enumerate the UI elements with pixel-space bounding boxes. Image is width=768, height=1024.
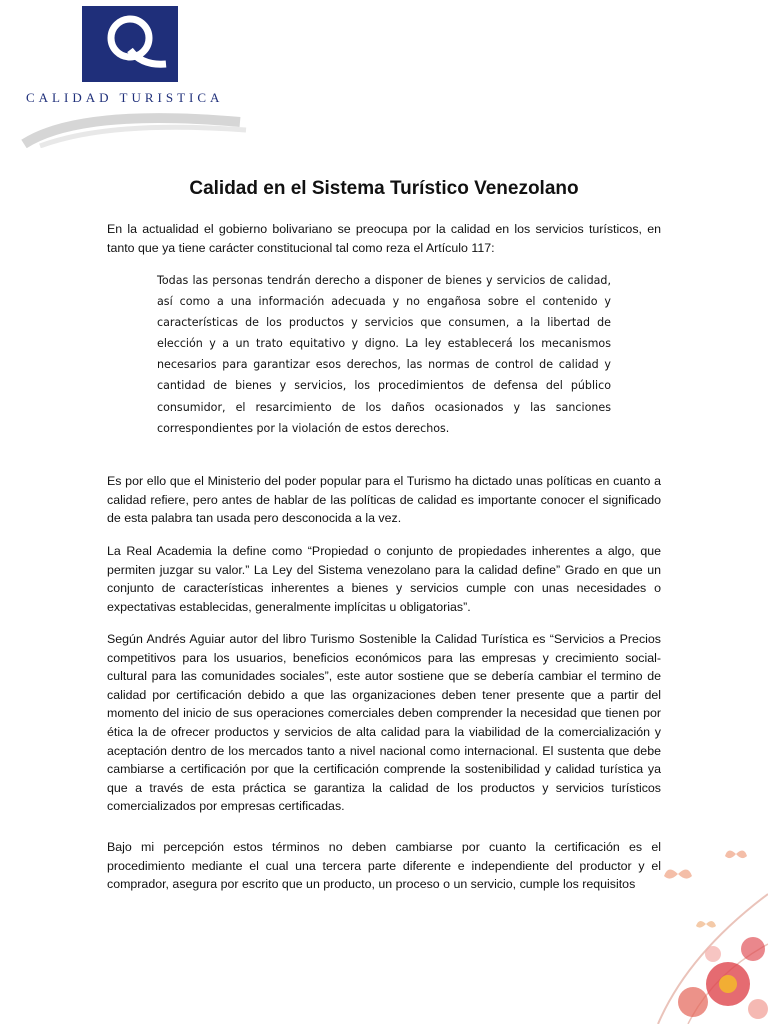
q-logo-icon [82,6,178,82]
paragraph-real-academia: La Real Academia la define como “Propiedad o conjunto de propiedades inherentes a algo, que permiten juzgar su valor.” La Ley del Sistema venezolano para la calidad define” Grado en que un conjunto de características inherentes a bienes y servicios cumple con unas necesidades o expectativas establecidas, generalmente implícitas u obligatorias”. [107,544,661,614]
article-117-quote: Todas las personas tendrán derecho a disponer de bienes y servicios de calidad, así como a una información adecuada y no engañosa sobre el contenido y características de los productos y servicios que consumen, a la libertad de elección y a un trato equitativo y digno. La ley establecerá los mecanismos necesarios para garantizar esos derechos, las normas de control de calidad y cantidad de bienes y servicios, los procedimientos de defensa del público consumidor, el resarcimiento de los daños ocasionados y las sanciones correspondientes por la violación de estos derechos. [157,274,611,435]
flowers-butterflies-image [618,834,768,1024]
logo-swoosh [20,104,250,148]
paragraph-percepcion: Bajo mi percepción estos términos no deben cambiarse por cuanto la certificación es el procedimiento mediante el cual una tercera parte diferente e independiente del productor y el comprador, asegura por escrito que un producto, un proceso o un servicio, cumple los requisitos [107,840,661,892]
calidad-turistica-logo [20,4,250,144]
document-title: Calidad en el Sistema Turístico Venezolano [189,178,579,199]
logo-text: CALIDAD TURISTICA [26,90,224,105]
paragraph-ministerio: Es por ello que el Ministerio del poder popular para el Turismo ha dictado unas políticas en cuanto a calidad refiere, pero antes de hablar de las políticas de calidad es importante conocer el significado de esta palabra tan usada pero desconocida a la vez. [107,474,661,526]
paragraph-intro: En la actualidad el gobierno bolivariano se preocupa por la calidad en los servicios turísticos, en tanto que ya tiene carácter constitucional tal como reza el Artículo 117: [107,222,661,255]
paragraph-aguiar: Según Andrés Aguiar autor del libro Turismo Sostenible la Calidad Turística es “Servicios a Precios competitivos para los usuarios, beneficios económicos para las empresas y crecimiento social-cultural para las comunidades sociales”, este autor sostiene que se debería cambiar el termino de calidad por certificación debido a que las organizaciones deben tener presente que a partir del momento del inicio de sus operaciones comerciales deben comprender la necesidad que tienen por ética la de ofrecer productos y servicios de alta calidad para la viabilidad de la comercialización y aceptación dentro de los mercados tanto a nivel nacional como internacional. El sustenta que debe cambiarse a certificación por que la certificación comprende la sostenibilidad y calidad turística ya que a través de esta práctica se garantiza la calidad de los productos y servicios turísticos comercializados por empresas certificadas. [107,632,661,814]
